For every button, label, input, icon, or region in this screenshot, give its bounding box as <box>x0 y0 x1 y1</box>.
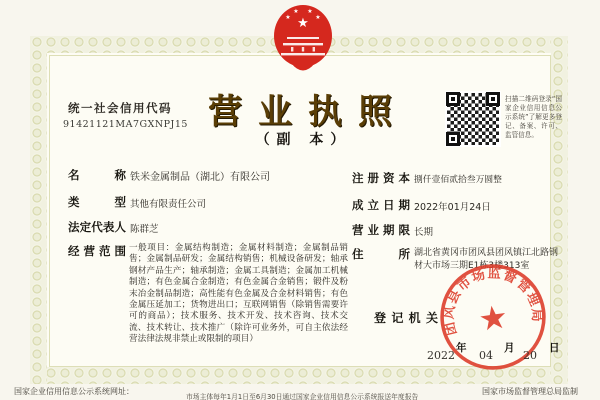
field-value-business-scope: 一般项目：金属结构制造；金属材料制造；金属制品销售；金属制品研发；金属结构销售；机械设备研发；轴承钢材产品生产；轴承制造；金属工具制造；金属加工机械制造；有色金属合金制造；有色金属合金销售；锻件及粉末冶金制品制造；高性能有色金属及合金材料销售；有色金属压延加工；货物进出口；互联网销售（除销售需要许可的商品）；技术服务、技术开发、技术咨询、技术交流、技术转让、技术推广（除许可业务外，可自主依法经营法律法规非禁止或限制的项目） <box>129 243 348 345</box>
field-label-registered-capital: 注册资本 <box>352 171 410 185</box>
seal-star-icon: ★ <box>476 297 511 340</box>
license-subtitle: （副 本） <box>255 132 352 148</box>
license-title: 营业执照 <box>208 92 408 132</box>
field-label-legal-rep: 法定代表人 <box>68 220 126 234</box>
field-value-establish-date: 2022年01月24日 <box>414 202 491 213</box>
issue-date-day: 20 <box>523 349 537 362</box>
qr-caption: 扫描二维码登录“国家企业信用信息公示系统”了解更多登记、备案、许可、监管信息。 <box>505 95 562 139</box>
field-label-establish-date: 成立日期 <box>352 198 410 212</box>
svg-text:★: ★ <box>307 8 313 15</box>
qr-code <box>447 93 499 145</box>
svg-text:★: ★ <box>285 14 291 21</box>
qr-finder-icon <box>486 92 500 106</box>
national-emblem-icon <box>271 3 335 79</box>
field-value-business-term: 长期 <box>414 227 434 238</box>
field-value-legal-rep: 陈群芝 <box>130 224 159 235</box>
field-label-business-term: 营业期限 <box>352 223 410 237</box>
credit-code-label: 统一社会信用代码 <box>68 101 172 115</box>
registrar-label: 登记机关 <box>374 311 438 325</box>
qr-finder-icon <box>446 132 460 146</box>
footer-annual-report-note: 市场主体每年1月1日至6月30日通过国家企业信用信息公示系统报送年度报告 <box>186 393 419 400</box>
credit-code-value: 91421121MA7GXNPJ15 <box>63 119 188 130</box>
svg-text:★: ★ <box>297 16 309 31</box>
issue-date-year-label: 年 <box>456 342 467 354</box>
field-value-address: 湖北省黄冈市团风县团风镇江北路钢材大市场三期E1栋3楼313室 <box>414 248 559 271</box>
seal-arc-text: 团风县市场监督管理局 <box>441 266 544 337</box>
qr-finder-icon <box>446 92 460 106</box>
field-value-registered-capital: 捌仟壹佰贰拾叁万圆整 <box>414 175 502 185</box>
issue-date-day-label: 日 <box>549 342 560 354</box>
field-value-type: 其他有限责任公司 <box>130 199 207 210</box>
field-label-address: 住所 <box>352 247 410 261</box>
issue-date-year: 2022 <box>427 349 455 362</box>
footer-publicity-url: 国家企业信用信息公示系统网址： <box>14 387 134 396</box>
svg-text:★: ★ <box>293 8 299 15</box>
issue-date-month: 04 <box>479 349 493 362</box>
field-value-name: 铁米金属制品（湖北）有限公司 <box>130 172 270 183</box>
svg-text:★: ★ <box>315 14 321 21</box>
footer-issuer: 国家市场监督管理总局监制 <box>482 387 578 396</box>
issue-date-month-label: 月 <box>504 342 515 354</box>
field-label-type: 类型 <box>68 195 126 209</box>
field-label-name: 名称 <box>68 168 126 182</box>
field-label-business-scope: 经营范围 <box>68 244 126 258</box>
